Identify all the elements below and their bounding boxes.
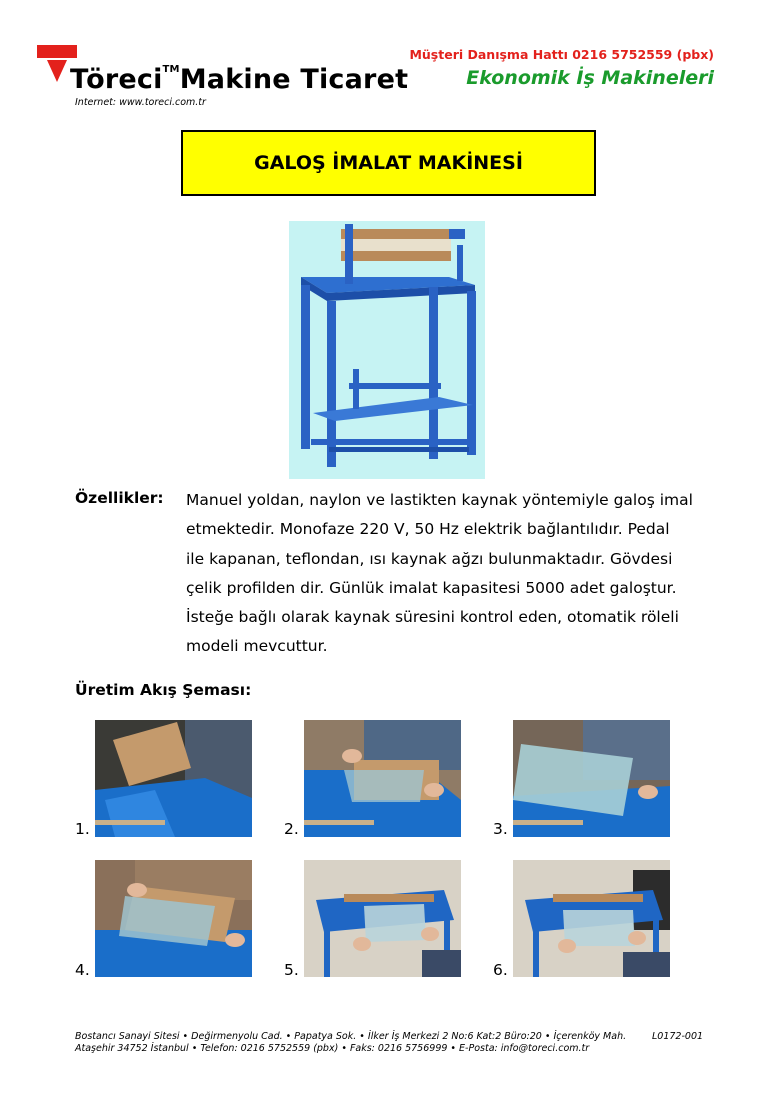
step-photo-5 bbox=[304, 860, 461, 977]
features-line: modeli mevcuttur. bbox=[186, 637, 328, 656]
footer-line-1: Bostancı Sanayi Sitesi • Değirmenyolu Cad. • Papatya Sok. • İlker İş Merkezi 2 No:6 Kat:2 Büro:20 • İçerenköy Mah. bbox=[75, 1031, 627, 1042]
slogan: Ekonomik İş Makineleri bbox=[466, 67, 714, 89]
machine-photo bbox=[289, 221, 485, 479]
features-line: Manuel yoldan, naylon ve lastikten kaynak yöntemiyle galoş imal bbox=[186, 491, 693, 509]
step-number: 3. bbox=[493, 820, 508, 838]
step-photo-6 bbox=[513, 860, 670, 977]
features-text bbox=[186, 486, 706, 662]
website-link[interactable]: Internet: www.toreci.com.tr bbox=[75, 97, 206, 108]
hotline-text: Müşteri Danışma Hattı 0216 5752559 (pbx) bbox=[409, 47, 714, 62]
page-title: GALOŞ İMALAT MAKİNESİ bbox=[181, 130, 596, 196]
step-number: 2. bbox=[284, 820, 299, 838]
features-line: etmektedir. Monofaze 220 V, 50 Hz elektrik bağlantılıdır. Pedal bbox=[186, 520, 670, 539]
step-photo-1 bbox=[95, 720, 252, 837]
footer-address bbox=[75, 1031, 626, 1055]
step-number: 4. bbox=[75, 961, 90, 979]
logo-bar bbox=[37, 45, 77, 58]
features-line: İsteğe bağlı olarak kaynak süresini kontrol eden, otomatik röleli bbox=[186, 608, 679, 627]
flow-label: Üretim Akış Şeması: bbox=[75, 681, 252, 699]
step-photo-2 bbox=[304, 720, 461, 837]
footer-line-2: Ataşehir 34752 İstanbul • Telefon: 0216 5752559 (pbx) • Faks: 0216 5756999 • E-Posta: info@toreci.com.tr bbox=[75, 1043, 590, 1054]
company-name: Töreci™Makine Ticaret bbox=[70, 64, 409, 95]
features-label: Özellikler: bbox=[75, 489, 164, 507]
features-line: ile kapanan, teflondan, ısı kaynak ağzı bulunmaktadır. Gövdesi bbox=[186, 549, 673, 568]
step-photo-4 bbox=[95, 860, 252, 977]
features-line: çelik profilden dir. Günlük imalat kapasitesi 5000 adet galoştur. bbox=[186, 578, 677, 597]
document-code: L0172-001 bbox=[652, 1031, 704, 1042]
step-photo-3 bbox=[513, 720, 670, 837]
step-number: 1. bbox=[75, 820, 90, 838]
step-number: 6. bbox=[493, 961, 508, 979]
step-number: 5. bbox=[284, 961, 299, 979]
logo-stem bbox=[47, 60, 67, 82]
